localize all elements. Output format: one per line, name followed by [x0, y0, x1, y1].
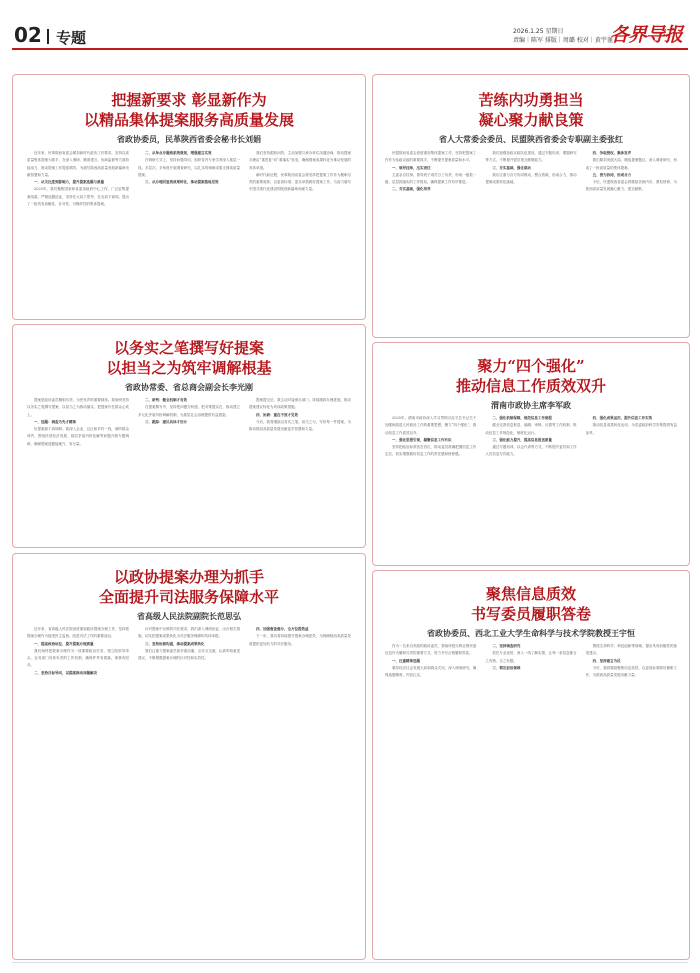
paragraph: 新时代新征程，民革陕西省委会将坚持把提案工作作为履职尽责的重要载体，以更高标准、更实举措做好提案工作，为奋力谱写中国式现代化建设的陕西新篇章贡献力量。: [249, 172, 351, 192]
paragraph: 我们坚持跟踪问效，主动加强与承办单位沟通协商，推动提案办理由“重答复”向“重落实”转变，确保提案成果转化为推动发展的具体举措。: [249, 151, 351, 170]
article-title-line2: 全面提升司法服务保障水平: [98, 588, 279, 606]
issue-date: 2026.1.25 星期日: [513, 28, 564, 35]
paragraph: 依托专业优势，深入一线了解实情，让每一条信息都言之有物、言之有据。: [485, 651, 577, 663]
paragraph: 好提案源于真调研。我深入企业、社区和乡村一线，倾听群众呼声，围绕民营经济发展、基层矛盾纠纷化解等问题开展专题调研，确保提案选题接地气、有分量。: [27, 427, 129, 446]
paragraph: 提案提交后，我主动对接承办部门，持续跟踪办理进展，推动提案建议转化为具体政策措施。: [249, 398, 351, 410]
article-byline: 渭南市政协主席李军政: [491, 400, 571, 410]
article-title-line2: 推动信息工作质效双升: [455, 377, 606, 395]
paragraph: 主委亲自挂帅，领导班子成员分工负责，形成一级抓一级、层层抓落实的工作格局，确保提案工作有序推进。: [385, 172, 477, 185]
article-6: [372, 570, 690, 960]
subheading: 三、跟踪：建议具体才好办: [145, 419, 187, 424]
paragraph: 民盟陕西省委会高度重视集体提案工作，坚持把提案工作作为参政议政的重要抓手，不断提升提案质量和水平。: [385, 151, 477, 163]
paragraph: 作为一名来自高校的政协委员，我始终把反映社情民意信息作为履职尽责的重要方式，努力书写合格履职答卷。: [385, 644, 477, 656]
subheading: 二、强化机制保障，规范信息工作流程: [492, 416, 552, 420]
paragraph: 推动信息成果转化运用，为党委政府科学决策提供有益参考。: [585, 423, 677, 435]
subheading: 四、争取授权，集体发声: [592, 151, 632, 155]
subheading: 一、从关注度到影响力，提升提案选题与质量: [34, 180, 104, 185]
article-column: [27, 397, 129, 540]
subheading: 三、强化能力提升，提高信息报送质量: [492, 437, 552, 442]
page-number: 02: [14, 23, 42, 47]
article-byline: 省人大常委会委员、民盟陕西省委会专职副主委张红: [439, 134, 623, 144]
article-body: [385, 415, 677, 558]
article-column: [485, 150, 576, 330]
paragraph: 我们紧扣发展大局，精选提案题目，深入调查研究，形成了一批高质量的集体提案。: [585, 158, 677, 170]
subheading: 一、领导挂帅，压实责任: [392, 165, 431, 170]
page-header: [0, 0, 700, 64]
paragraph: 近年来，民革陕西省委会紧扣新时代政协工作要求，坚持以高质量集体提案为抓手，在深入调研、精准建言、协商监督等方面持续用力，推动提案工作提质增效，为谱写陕西高质量发展新篇章贡献智慧和力量。: [27, 151, 129, 177]
newspaper-logo: 各界导报: [610, 24, 683, 46]
paragraph: 坚持把政治标准放在首位，推动委员准确把握信息工作定位，切实增强做好信息工作的责任感和使命感。: [385, 445, 477, 457]
article-column: [586, 150, 677, 330]
article-body: [27, 150, 351, 312]
article-5: [372, 342, 690, 566]
article-title-line2: 凝心聚力献良策: [478, 111, 584, 129]
article-title-line1: 聚焦信息质效: [485, 585, 576, 603]
article-byline: 省政协常委、省总商会副会长李光刚: [125, 382, 253, 392]
article-column: [138, 150, 240, 312]
article-title-line1: 以政协提案办理为抓手: [113, 568, 264, 586]
article-column: [249, 626, 351, 952]
article-column: [27, 150, 129, 312]
subheading: 二、研判：健全机制才有效: [145, 398, 187, 402]
paragraph: 近年来，省高级人民法院高度重视政协提案办理工作，坚持把提案办理作为接受民主监督、改进司法工作的重要途径。: [27, 627, 129, 639]
subheading: 五、善为协同，形成合力: [592, 172, 632, 177]
subheading: 二、夯实基础，强化培养: [392, 187, 431, 192]
article-title-line2: 以担当之为筑牢调解根基: [106, 359, 272, 377]
article-column: [27, 626, 129, 952]
article-column: [586, 415, 677, 558]
subheading: 一、选题：调查为先才精准: [34, 419, 76, 424]
subheading: 一、强化思想引领，凝聚信息工作共识: [392, 437, 452, 442]
paragraph: 在调研方式上，坚持问题导向，组织党内专家学者深入基层一线，多层次、多角度开展调查研究，以扎实的调研成果支撑高质量提案。: [138, 158, 240, 177]
article-title-line1: 以务实之笔撰写好提案: [113, 339, 264, 357]
subheading: 三、夯实基础，强化联动: [492, 165, 531, 170]
article-body: [27, 626, 351, 952]
article-column: [249, 150, 351, 312]
subheading: 三、坚持协商沟通，推动提案成果转化: [145, 641, 205, 646]
article-title-line1: 把握新要求 彰显新作为: [111, 91, 267, 109]
article-1: [12, 74, 366, 320]
subheading: 四、坚持建言为民: [592, 658, 621, 663]
subheading: 四、加强督查督办，全方位提效益: [256, 627, 309, 631]
paragraph: 通过专题培训、以会代训等方式，不断提升委员和工作人员信息写作能力。: [485, 445, 577, 457]
paragraph: 今后，我将继续聚焦信息质效，以更高标准做好履职工作，为陕西高质量发展贡献力量。: [585, 665, 677, 678]
subheading: 二、坚持调查研究: [492, 644, 521, 648]
paragraph: 紧扣经济社会发展大局和群众关切，深入调查研究，确保选题精准、内容扎实。: [385, 665, 477, 678]
article-4: [372, 74, 690, 338]
subheading: 四、强化成果运用，提升信息工作实效: [592, 416, 653, 420]
subheading: 四、协商：重在不放才见效: [256, 412, 298, 417]
header-rule: [12, 48, 688, 50]
paragraph: 今后，民盟陕西省委会将继续苦练内功、勇担使命，为陕西高质量发展凝心聚力、建言献策。: [585, 180, 677, 192]
article-2: [12, 324, 366, 548]
article-title-line2: 书写委员履职答卷: [470, 605, 591, 623]
paragraph: 我们始终把提案办理作为一项重要政治任务，建立院领导牵头、业务部门具体负责的工作机制，确保件件有着落、事事有回音。: [27, 648, 129, 668]
subheading: 三、从办理回复到成果转化，推动提案落地见效: [145, 180, 219, 185]
article-body: [27, 397, 351, 540]
paragraph: 我们加强参政议政队伍建设，通过专题培训、课题研究等方式，不断提升盟员建言献策能力。: [485, 151, 577, 163]
article-byline: 省高级人民法院副院长范思弘: [137, 611, 241, 621]
paragraph: 健全完善信息报送、编辑、审核、反馈等工作机制，推动信息工作规范化、制度化运行。: [485, 423, 577, 435]
subheading: 二、坚持目标导向，以提案推动问题解决: [34, 670, 97, 675]
paragraph: 围绕生命科学、科技创新等领域，提出具有前瞻性的意见建议。: [585, 644, 677, 656]
article-column: [249, 397, 351, 540]
subheading: 一、提高政治站位，提升提案办理质量: [34, 641, 94, 646]
article-column: [485, 415, 576, 558]
paragraph: 针对提案中反映的司法需求，我们深入调研论证，出台相关措施，切实把提案成果转化为司法服务保障的具体举措。: [138, 627, 240, 639]
article-title-line1: 苦练内功勇担当: [478, 91, 584, 109]
article-byline: 省政协委员、西北工业大学生命科学与技术学院教授王宇恒: [427, 628, 635, 638]
article-column: [138, 626, 240, 952]
page-bottom-rule: [12, 962, 688, 963]
article-column: [385, 150, 476, 330]
paragraph: 下一步，我们将持续提升提案办理质效，为保障陕西高质量发展提供更加有力的司法服务。: [249, 634, 351, 646]
section-title: 专题: [56, 29, 87, 47]
paragraph: 我们注重与提案委员面对面沟通、点对点交流，认真听取意见建议，不断增强提案办理的针对性和实效性。: [138, 648, 240, 661]
article-column: [385, 643, 476, 951]
article-title-line2: 以精品集体提案服务高质量发展: [83, 111, 294, 129]
article-3: [12, 553, 366, 960]
article-column: [586, 643, 677, 951]
paragraph: 2025年，我们聚焦国家和省委省政府中心工作，广泛征集提案线索，严格选题论证，坚持在大局下思考、在全局下谋划，提出了一批具有前瞻性、针对性、可操作性的集体提案。: [27, 187, 129, 207]
editor-credits: 责编｜陈军 排版｜周璐 校对｜黄宇谨: [513, 37, 613, 44]
article-byline: 省政协委员，民革陕西省委会秘书长刘娟: [117, 134, 261, 144]
article-column: [138, 397, 240, 540]
paragraph: 在提案撰写中，坚持把问题分析透、把对策提实在，推动建立多元化矛盾纠纷调解机制，为基层社会治理提供有益借鉴。: [138, 405, 240, 417]
article-title-line1: 聚力“四个强化”: [477, 357, 585, 375]
article-body: [385, 150, 677, 330]
paragraph: 我们注重与各方协同联动，整合资源，形成合力，推动提案成果转化落地。: [485, 172, 577, 185]
paragraph: 提案是政协委员履职尽责、为民发声的重要载体。我始终坚持以务实之笔撰写提案、以担当之为推动落实，把提案写在群众心坎上。: [27, 398, 129, 417]
paragraph: 今后，我将继续以务实之笔、担当之为，写好每一件提案，为推动陕西高质量发展贡献更多智慧和力量。: [249, 419, 351, 432]
subheading: 一、注重精准选题: [392, 658, 420, 663]
article-body: [385, 643, 677, 951]
paragraph: 2025年，渭南市政协深入学习贯彻习近平总书记关于加强和改进人民政协工作的重要思想，聚力“四个强化”，推动信息工作质效双升。: [385, 416, 477, 435]
article-column: [485, 643, 576, 951]
subheading: 二、从单点专题到系统谋划，增强建言实效: [145, 151, 212, 155]
article-column: [385, 415, 476, 558]
subheading: 三、锁定前沿领域: [492, 665, 521, 670]
